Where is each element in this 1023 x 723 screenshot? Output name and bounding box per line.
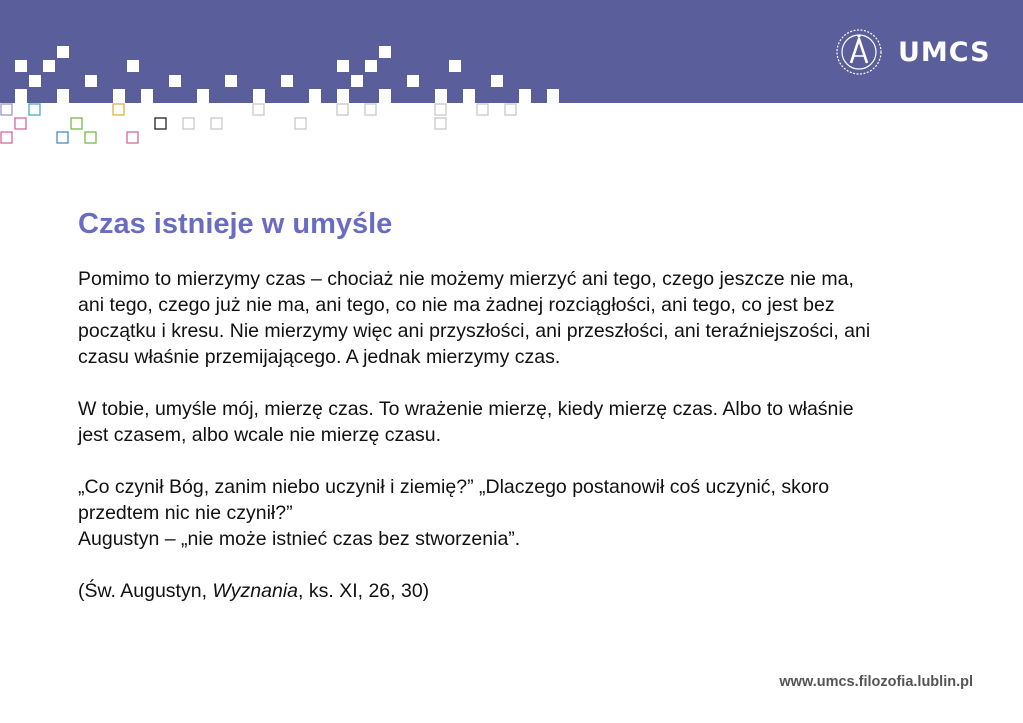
text-line: „Co czynił Bóg, zanim niebo uczynił i ziemię?” „Dlaczego postanowił coś uczynić, skoro <box>78 476 830 498</box>
footer-url[interactable]: www.umcs.filozofia.lublin.pl <box>779 674 973 690</box>
text-line: W tobie, umyśle mój, mierzę czas. To wrażenie mierzę, kiedy mierzę czas. Albo to właśnie <box>78 398 854 420</box>
text-line: czasu właśnie przemijającego. A jednak mierzymy czas. <box>78 346 561 368</box>
text-line: przedtem nic nie czynił?” <box>78 502 293 524</box>
paragraph-questions <box>78 474 978 552</box>
citation <box>78 578 978 604</box>
text-line: Augustyn – „nie może istnieć czas bez stworzenia”. <box>78 528 521 550</box>
slide-title: Czas istnieje w umyśle <box>78 208 393 240</box>
text-line: Pomimo to mierzymy czas – chociaż nie możemy mierzyć ani tego, czego jeszcze nie ma, <box>78 268 854 290</box>
citation-suffix: , ks. XI, 26, 30) <box>298 580 430 602</box>
umcs-emblem-icon <box>834 27 884 77</box>
umcs-logo-text: UMCS <box>898 36 991 68</box>
text-line: początku i kresu. Nie mierzymy więc ani przyszłości, ani przeszłości, ani teraźniejszości, ani <box>78 320 871 342</box>
text-line: ani tego, czego już nie ma, ani tego, co nie ma żadnej rozciągłości, ani tego, co jest bez <box>78 294 835 316</box>
paragraph-measuring-time <box>78 266 978 370</box>
umcs-logo[interactable] <box>834 24 991 80</box>
text-line: jest czasem, albo wcale nie mierzę czasu. <box>78 424 442 446</box>
slide-content <box>78 206 978 630</box>
pixel-squares-decoration <box>0 0 600 150</box>
citation-prefix: (Św. Augustyn, <box>78 580 213 602</box>
paragraph-mind <box>78 396 978 448</box>
citation-work: Wyznania <box>212 580 299 602</box>
